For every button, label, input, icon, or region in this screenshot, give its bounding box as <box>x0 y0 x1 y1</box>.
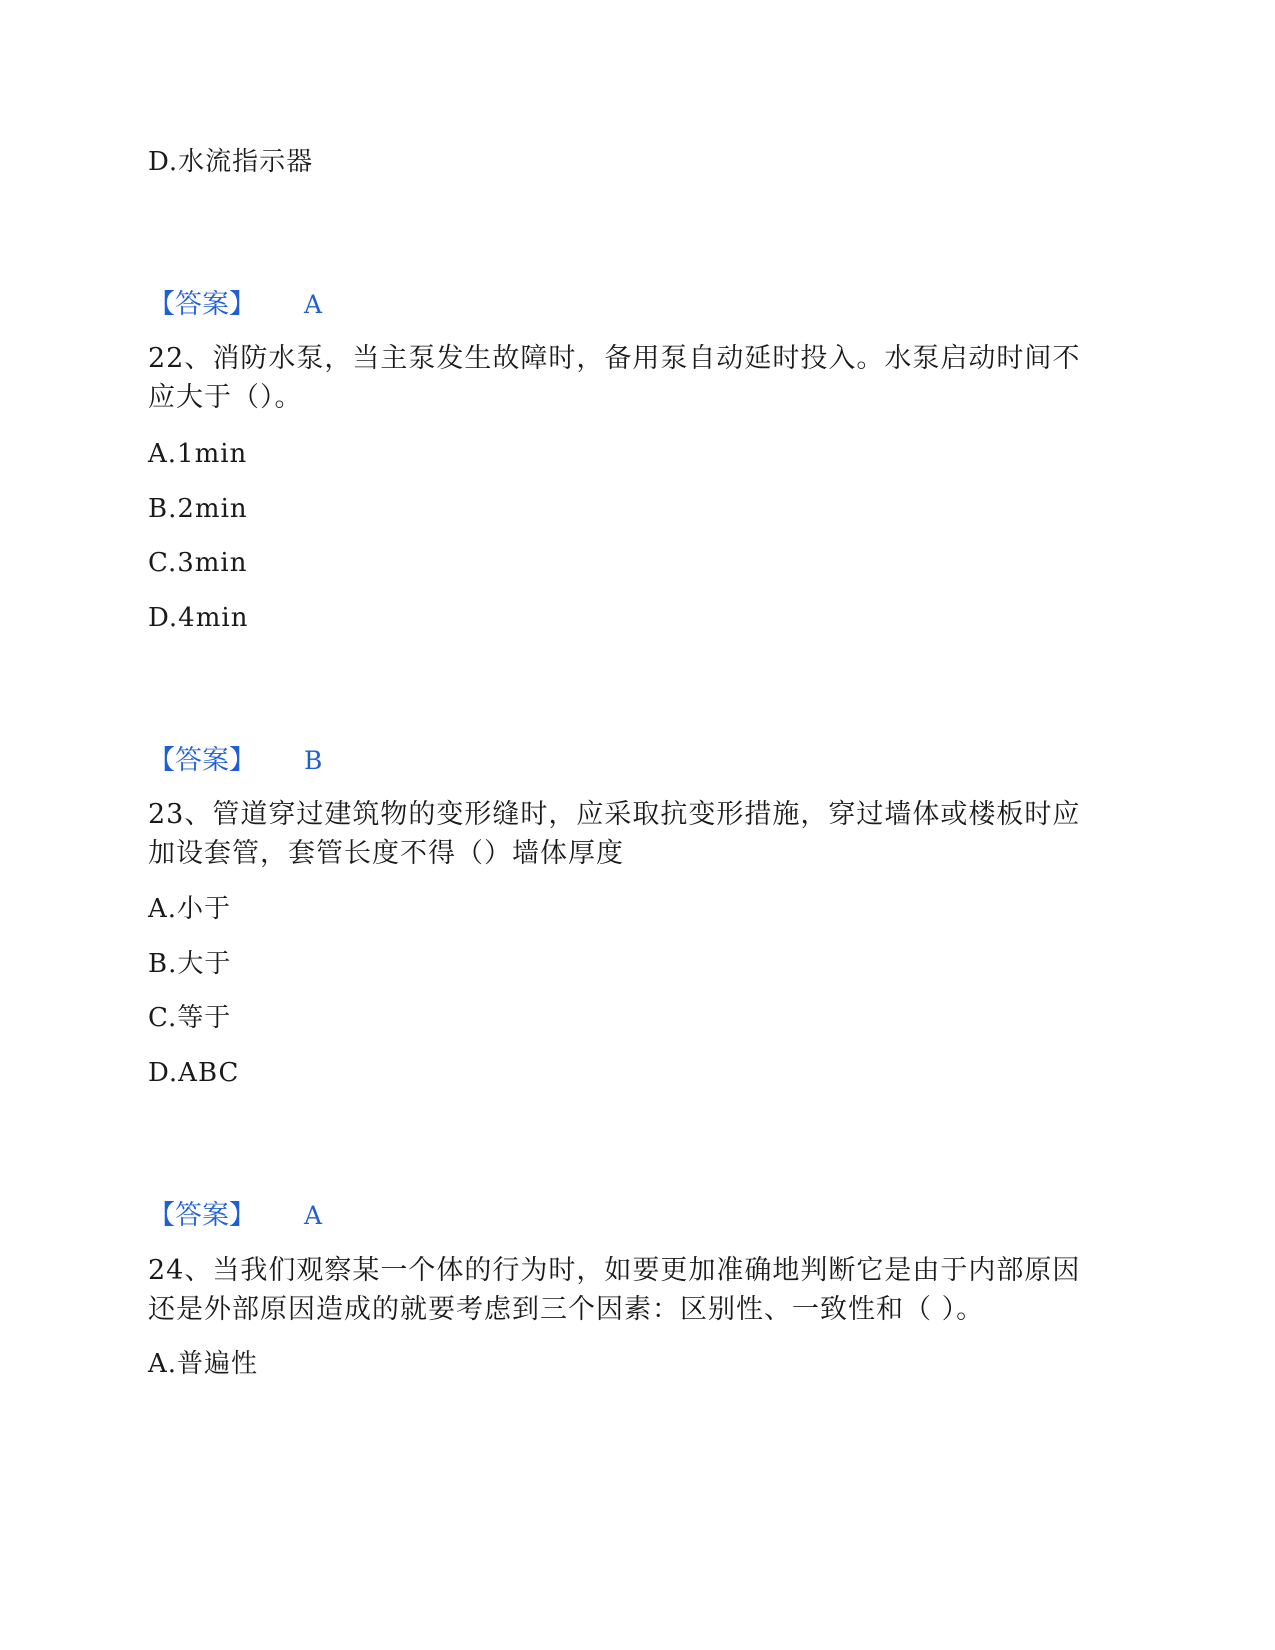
q23-stem-line1: 23、管道穿过建筑物的变形缝时，应采取抗变形措施，穿过墙体或楼板时应 <box>148 799 1081 830</box>
q23-option-d: D.ABC <box>148 1058 240 1088</box>
q23-option-b: B.大于 <box>148 949 232 979</box>
q23-stem-line2: 加设套管，套管长度不得（）墙体厚度 <box>148 838 624 869</box>
q22-option-d: D.4min <box>148 603 249 633</box>
q23-option-a: A.小于 <box>148 894 232 924</box>
q22-option-b: B.2min <box>148 494 248 524</box>
q22-option-c: C.3min <box>148 548 248 578</box>
answer-label: 【答案】 <box>148 745 256 776</box>
q24-option-a: A.普遍性 <box>148 1349 259 1379</box>
answer-21 <box>148 285 322 325</box>
answer-value: A <box>304 1201 323 1230</box>
answer-value: A <box>304 290 323 319</box>
q22-stem-line2: 应大于（）。 <box>148 382 303 413</box>
q24-stem-line1: 24、当我们观察某一个体的行为时，如要更加准确地判断它是由于内部原因 <box>148 1255 1081 1286</box>
answer-value: B <box>304 746 323 775</box>
q21-option-d: D.水流指示器 <box>148 147 314 177</box>
q22-option-a: A.1min <box>148 439 248 469</box>
q23-option-c: C.等于 <box>148 1003 232 1033</box>
answer-23 <box>148 1196 322 1236</box>
answer-label: 【答案】 <box>148 1200 256 1231</box>
answer-22 <box>148 741 322 781</box>
answer-label: 【答案】 <box>148 289 256 320</box>
q22-stem-line1: 22、消防水泵，当主泵发生故障时，备用泵自动延时投入。水泵启动时间不 <box>148 343 1081 374</box>
q24-stem-line2: 还是外部原因造成的就要考虑到三个因素：区别性、一致性和（ ）。 <box>148 1294 985 1325</box>
